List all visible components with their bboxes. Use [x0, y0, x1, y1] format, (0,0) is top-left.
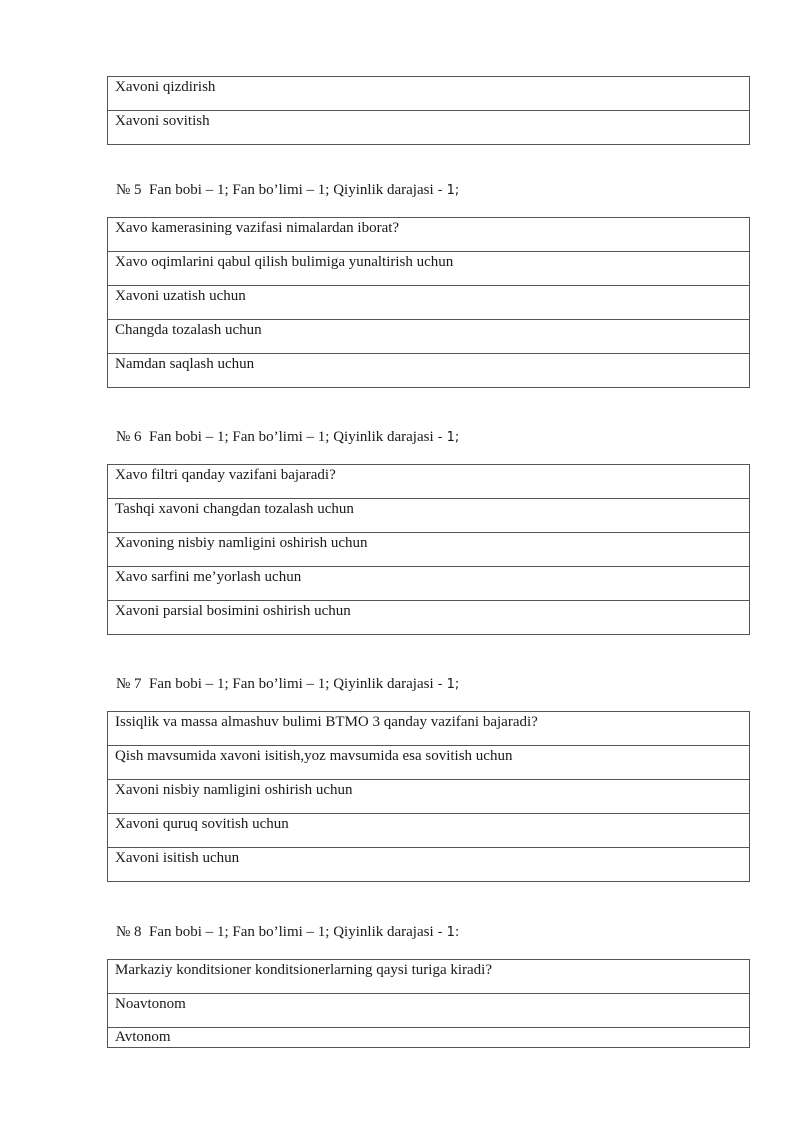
question-heading-7: № 7 Fan bobi – 1; Fan bo’limi – 1; Qiyinlik darajasi - 1;	[116, 676, 460, 692]
table-row: Xavoni qizdirish	[108, 77, 750, 111]
question-table-5	[107, 217, 750, 388]
answer-option: Xavoning nisbiy namligini oshirish uchun	[108, 533, 750, 567]
question-text: Xavo filtri qanday vazifani bajaradi?	[108, 465, 750, 499]
table-row: Xavoni sovitish	[108, 111, 750, 145]
answer-option: Tashqi xavoni changdan tozalash uchun	[108, 499, 750, 533]
answer-option: Noavtonom	[108, 994, 750, 1028]
question-heading-6: № 6 Fan bobi – 1; Fan bo’limi – 1; Qiyinlik darajasi - 1;	[116, 429, 460, 445]
question-text: Markaziy konditsioner konditsionerlarning qaysi turiga kiradi?	[108, 960, 750, 994]
question-table-6	[107, 464, 750, 635]
question-heading-5: № 5 Fan bobi – 1; Fan bo’limi – 1; Qiyinlik darajasi - 1;	[116, 182, 460, 198]
question-table-8	[107, 959, 750, 1048]
answer-option: Qish mavsumida xavoni isitish,yoz mavsumida esa sovitish uchun	[108, 746, 750, 780]
answer-option: Xavo oqimlarini qabul qilish bulimiga yunaltirish uchun	[108, 252, 750, 286]
answer-option: Xavoni nisbiy namligini oshirish uchun	[108, 780, 750, 814]
answer-option: Xavoni quruq sovitish uchun	[108, 814, 750, 848]
answer-option: Xavo sarfini me’yorlash uchun	[108, 567, 750, 601]
question-heading-8: № 8 Fan bobi – 1; Fan bo’limi – 1; Qiyinlik darajasi - 1:	[116, 924, 460, 940]
answer-option: Xavoni uzatish uchun	[108, 286, 750, 320]
answer-option: Xavoni parsial bosimini oshirish uchun	[108, 601, 750, 635]
answer-option: Changda tozalash uchun	[108, 320, 750, 354]
answer-option: Xavoni isitish uchun	[108, 848, 750, 882]
answer-option: Namdan saqlash uchun	[108, 354, 750, 388]
question-table-7	[107, 711, 750, 882]
question-text: Issiqlik va massa almashuv bulimi BTMO 3 qanday vazifani bajaradi?	[108, 712, 750, 746]
answer-table-cont	[107, 76, 750, 145]
answer-option: Avtonom	[108, 1028, 750, 1048]
question-text: Xavo kamerasining vazifasi nimalardan iborat?	[108, 218, 750, 252]
